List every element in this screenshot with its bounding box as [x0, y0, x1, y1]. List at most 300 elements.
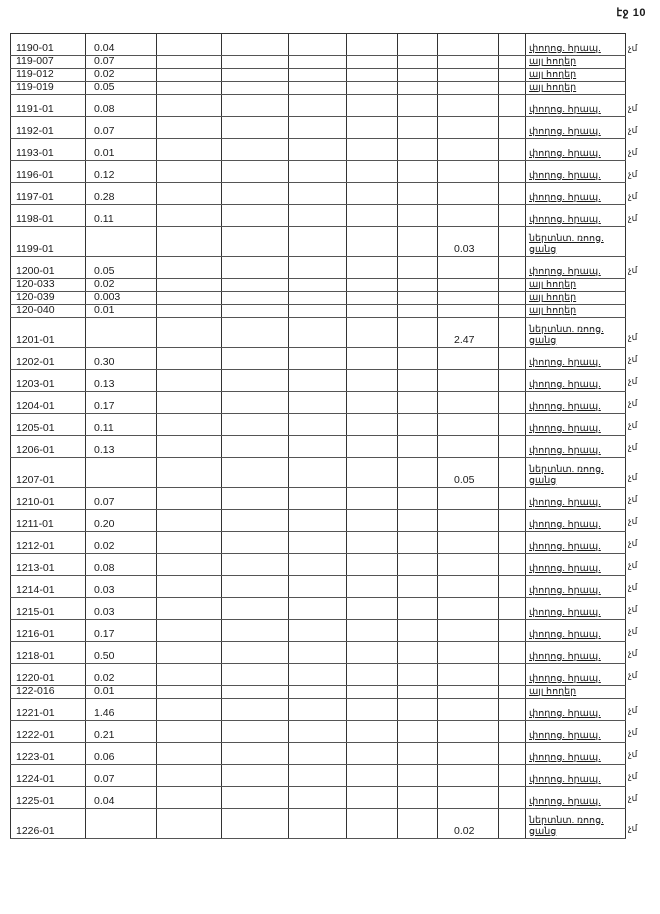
empty-cell — [289, 278, 347, 291]
margin-mark: չմ — [628, 146, 638, 157]
empty-cell — [398, 391, 438, 413]
empty-cell — [157, 685, 222, 698]
empty-cell — [398, 487, 438, 509]
empty-cell — [499, 641, 526, 663]
land-use — [526, 509, 626, 531]
empty-cell — [347, 720, 398, 742]
empty-cell — [499, 369, 526, 391]
plot-area: 0.30 — [86, 347, 157, 369]
land-use-line: փողոց. հրապ. — [529, 103, 601, 115]
empty-cell — [499, 291, 526, 304]
margin-mark: չմ — [628, 704, 638, 715]
empty-cell — [289, 575, 347, 597]
margin-mark: չմ — [628, 43, 638, 53]
land-use-line: փողոց. հրապ. — [529, 42, 601, 54]
network-area — [438, 94, 499, 116]
empty-cell — [347, 553, 398, 575]
empty-cell — [398, 597, 438, 619]
plot-code: 119-019 — [11, 81, 86, 94]
plot-code: 1224-01 — [11, 764, 86, 786]
empty-cell — [157, 531, 222, 553]
table-row — [11, 509, 626, 531]
plot-code: 1203-01 — [11, 369, 86, 391]
empty-cell — [499, 619, 526, 641]
empty-cell — [289, 182, 347, 204]
land-use-line: այլ հողեր — [529, 81, 577, 93]
land-use-line: փողոց. հրապ. — [529, 496, 601, 508]
margin-mark: չմ — [628, 442, 638, 452]
land-use-line: այլ հողեր — [529, 278, 577, 290]
land-use — [526, 619, 626, 641]
network-area — [438, 55, 499, 68]
land-use — [526, 369, 626, 391]
margin-mark: չմ — [628, 124, 638, 135]
table-row — [11, 720, 626, 742]
table-row — [11, 317, 626, 347]
network-area — [438, 256, 499, 278]
land-use-line: ցանց — [529, 334, 557, 346]
land-use — [526, 291, 626, 304]
table-row — [11, 553, 626, 575]
empty-cell — [222, 160, 289, 182]
plot-code: 1207-01 — [11, 457, 86, 487]
empty-cell — [499, 764, 526, 786]
empty-cell — [398, 553, 438, 575]
plot-area: 0.08 — [86, 553, 157, 575]
table-row — [11, 226, 626, 256]
plot-code: 1211-01 — [11, 509, 86, 531]
land-use — [526, 764, 626, 786]
plot-code: 119-007 — [11, 55, 86, 68]
land-use-line: այլ հողեր — [529, 68, 577, 80]
empty-cell — [499, 575, 526, 597]
land-use-line: փողոց. հրապ. — [529, 540, 601, 552]
empty-cell — [222, 786, 289, 808]
land-use — [526, 742, 626, 764]
empty-cell — [289, 742, 347, 764]
land-use-line: ներտնտ. ռոոց. — [529, 814, 604, 826]
margin-mark: չմ — [628, 376, 638, 386]
plot-area: 0.05 — [86, 81, 157, 94]
empty-cell — [398, 116, 438, 138]
empty-cell — [398, 291, 438, 304]
empty-cell — [347, 369, 398, 391]
empty-cell — [222, 531, 289, 553]
land-use-line: փողոց. հրապ. — [529, 650, 601, 662]
plot-area: 0.11 — [86, 413, 157, 435]
empty-cell — [157, 619, 222, 641]
network-area — [438, 204, 499, 226]
empty-cell — [157, 68, 222, 81]
margin-mark: չմ — [628, 264, 638, 275]
land-use — [526, 317, 626, 347]
table-row — [11, 457, 626, 487]
empty-cell — [347, 641, 398, 663]
empty-cell — [289, 256, 347, 278]
empty-cell — [157, 226, 222, 256]
empty-cell — [157, 347, 222, 369]
network-area — [438, 742, 499, 764]
network-area — [438, 81, 499, 94]
empty-cell — [499, 204, 526, 226]
empty-cell — [499, 487, 526, 509]
empty-cell — [347, 68, 398, 81]
empty-cell — [499, 138, 526, 160]
empty-cell — [157, 94, 222, 116]
table-row — [11, 369, 626, 391]
empty-cell — [222, 391, 289, 413]
empty-cell — [499, 160, 526, 182]
empty-cell — [398, 182, 438, 204]
plot-area: 0.02 — [86, 68, 157, 81]
margin-mark: չմ — [628, 332, 638, 342]
plot-area: 0.07 — [86, 764, 157, 786]
empty-cell — [499, 597, 526, 619]
margin-mark: չմ — [628, 560, 638, 570]
empty-cell — [222, 435, 289, 457]
network-area: 0.03 — [438, 226, 499, 256]
empty-cell — [222, 575, 289, 597]
empty-cell — [398, 160, 438, 182]
plot-area: 0.20 — [86, 509, 157, 531]
network-area — [438, 698, 499, 720]
empty-cell — [347, 413, 398, 435]
land-use — [526, 457, 626, 487]
empty-cell — [222, 182, 289, 204]
empty-cell — [347, 391, 398, 413]
land-use — [526, 33, 626, 55]
empty-cell — [157, 663, 222, 685]
empty-cell — [157, 641, 222, 663]
empty-cell — [398, 619, 438, 641]
empty-cell — [398, 204, 438, 226]
land-use — [526, 435, 626, 457]
plot-area: 0.07 — [86, 487, 157, 509]
empty-cell — [222, 81, 289, 94]
land-use — [526, 413, 626, 435]
plot-area: 0.04 — [86, 33, 157, 55]
empty-cell — [157, 808, 222, 838]
empty-cell — [222, 68, 289, 81]
empty-cell — [499, 55, 526, 68]
plot-code: 1200-01 — [11, 256, 86, 278]
empty-cell — [499, 33, 526, 55]
table-row — [11, 278, 626, 291]
empty-cell — [222, 304, 289, 317]
empty-cell — [398, 33, 438, 55]
land-use-line: ցանց — [529, 243, 557, 255]
empty-cell — [347, 509, 398, 531]
table-row — [11, 619, 626, 641]
table-row — [11, 685, 626, 698]
table-body — [11, 33, 626, 838]
empty-cell — [499, 347, 526, 369]
empty-cell — [222, 138, 289, 160]
empty-cell — [289, 33, 347, 55]
land-use — [526, 55, 626, 68]
plot-code: 120-040 — [11, 304, 86, 317]
land-use — [526, 641, 626, 663]
table-row — [11, 698, 626, 720]
empty-cell — [347, 116, 398, 138]
empty-cell — [289, 116, 347, 138]
empty-cell — [157, 33, 222, 55]
plot-code: 1192-01 — [11, 116, 86, 138]
land-use — [526, 182, 626, 204]
plot-area: 0.02 — [86, 663, 157, 685]
plot-area: 0.08 — [86, 94, 157, 116]
empty-cell — [289, 317, 347, 347]
margin-mark: չմ — [628, 168, 638, 179]
land-use — [526, 304, 626, 317]
plot-code: 119-012 — [11, 68, 86, 81]
empty-cell — [289, 160, 347, 182]
network-area — [438, 182, 499, 204]
plot-code: 1223-01 — [11, 742, 86, 764]
network-area — [438, 641, 499, 663]
empty-cell — [289, 347, 347, 369]
empty-cell — [289, 685, 347, 698]
network-area — [438, 347, 499, 369]
empty-cell — [398, 317, 438, 347]
plot-code: 1225-01 — [11, 786, 86, 808]
plot-area — [86, 457, 157, 487]
empty-cell — [347, 94, 398, 116]
empty-cell — [398, 55, 438, 68]
empty-cell — [499, 663, 526, 685]
empty-cell — [222, 597, 289, 619]
empty-cell — [157, 369, 222, 391]
empty-cell — [499, 698, 526, 720]
empty-cell — [157, 182, 222, 204]
empty-cell — [398, 435, 438, 457]
plot-code: 1221-01 — [11, 698, 86, 720]
empty-cell — [398, 663, 438, 685]
plot-area: 0.03 — [86, 597, 157, 619]
empty-cell — [157, 457, 222, 487]
empty-cell — [398, 720, 438, 742]
empty-cell — [157, 160, 222, 182]
table-row — [11, 204, 626, 226]
land-use — [526, 808, 626, 838]
empty-cell — [347, 347, 398, 369]
table-row — [11, 138, 626, 160]
empty-cell — [289, 531, 347, 553]
empty-cell — [499, 391, 526, 413]
table-row — [11, 487, 626, 509]
empty-cell — [398, 575, 438, 597]
empty-cell — [398, 764, 438, 786]
plot-code: 1212-01 — [11, 531, 86, 553]
network-area — [438, 413, 499, 435]
empty-cell — [347, 81, 398, 94]
table-row — [11, 116, 626, 138]
empty-cell — [222, 487, 289, 509]
plot-area: 1.46 — [86, 698, 157, 720]
empty-cell — [157, 786, 222, 808]
land-use-line: փողոց. հրապ. — [529, 169, 601, 181]
empty-cell — [222, 291, 289, 304]
empty-cell — [499, 94, 526, 116]
table-row — [11, 764, 626, 786]
empty-cell — [347, 575, 398, 597]
empty-cell — [347, 160, 398, 182]
plot-area: 0.003 — [86, 291, 157, 304]
table-row — [11, 160, 626, 182]
table-row — [11, 291, 626, 304]
empty-cell — [289, 808, 347, 838]
empty-cell — [157, 278, 222, 291]
plot-code: 1210-01 — [11, 487, 86, 509]
margin-mark: չմ — [628, 670, 638, 680]
network-area — [438, 160, 499, 182]
empty-cell — [398, 94, 438, 116]
plot-area — [86, 317, 157, 347]
table-row — [11, 663, 626, 685]
empty-cell — [289, 68, 347, 81]
empty-cell — [499, 81, 526, 94]
empty-cell — [289, 204, 347, 226]
empty-cell — [398, 369, 438, 391]
land-use-line: այլ հողեր — [529, 291, 577, 303]
empty-cell — [157, 204, 222, 226]
land-use — [526, 160, 626, 182]
empty-cell — [222, 808, 289, 838]
plot-area — [86, 226, 157, 256]
empty-cell — [222, 94, 289, 116]
land-use — [526, 68, 626, 81]
land-use-line: ցանց — [529, 825, 557, 837]
margin-mark: չմ — [628, 494, 638, 504]
plot-code: 1201-01 — [11, 317, 86, 347]
empty-cell — [347, 55, 398, 68]
empty-cell — [289, 226, 347, 256]
plot-code: 1204-01 — [11, 391, 86, 413]
empty-cell — [289, 698, 347, 720]
land-use — [526, 663, 626, 685]
land-use — [526, 698, 626, 720]
land-use — [526, 226, 626, 256]
margin-mark: չմ — [628, 626, 638, 636]
plot-code: 1199-01 — [11, 226, 86, 256]
empty-cell — [289, 619, 347, 641]
empty-cell — [157, 317, 222, 347]
plot-area: 0.17 — [86, 619, 157, 641]
network-area: 2.47 — [438, 317, 499, 347]
margin-mark: չմ — [628, 648, 638, 658]
empty-cell — [222, 204, 289, 226]
network-area — [438, 33, 499, 55]
land-use-line: փողոց. հրապ. — [529, 773, 601, 785]
empty-cell — [222, 641, 289, 663]
empty-cell — [499, 720, 526, 742]
land-use — [526, 531, 626, 553]
network-area — [438, 575, 499, 597]
land-use-line: փողոց. հրապ. — [529, 213, 601, 225]
land-use-line: ներտնտ. ռոոց. — [529, 323, 604, 335]
empty-cell — [499, 531, 526, 553]
empty-cell — [347, 33, 398, 55]
empty-cell — [347, 685, 398, 698]
land-use-line: փողոց. հրապ. — [529, 584, 601, 596]
network-area — [438, 68, 499, 81]
margin-mark: չմ — [628, 604, 638, 614]
empty-cell — [157, 304, 222, 317]
table-row — [11, 742, 626, 764]
land-use — [526, 487, 626, 509]
plot-area: 0.02 — [86, 531, 157, 553]
plot-code: 1213-01 — [11, 553, 86, 575]
plot-area: 0.21 — [86, 720, 157, 742]
empty-cell — [222, 553, 289, 575]
empty-cell — [398, 226, 438, 256]
empty-cell — [157, 413, 222, 435]
empty-cell — [398, 413, 438, 435]
margin-mark: չմ — [628, 472, 638, 482]
empty-cell — [222, 619, 289, 641]
land-use-line: այլ հողեր — [529, 55, 577, 67]
empty-cell — [347, 531, 398, 553]
empty-cell — [499, 457, 526, 487]
table-row — [11, 304, 626, 317]
plot-code: 1218-01 — [11, 641, 86, 663]
margin-mark: չմ — [628, 538, 638, 548]
empty-cell — [289, 304, 347, 317]
plot-code: 1197-01 — [11, 182, 86, 204]
empty-cell — [289, 786, 347, 808]
empty-cell — [347, 786, 398, 808]
plot-area: 0.13 — [86, 369, 157, 391]
empty-cell — [222, 226, 289, 256]
empty-cell — [222, 317, 289, 347]
network-area: 0.05 — [438, 457, 499, 487]
plot-area: 0.05 — [86, 256, 157, 278]
plot-code: 1202-01 — [11, 347, 86, 369]
empty-cell — [347, 663, 398, 685]
network-area — [438, 663, 499, 685]
land-plot-table — [10, 33, 626, 839]
network-area — [438, 685, 499, 698]
empty-cell — [289, 81, 347, 94]
empty-cell — [157, 764, 222, 786]
plot-area: 0.01 — [86, 685, 157, 698]
empty-cell — [157, 742, 222, 764]
empty-cell — [222, 55, 289, 68]
plot-area: 0.01 — [86, 138, 157, 160]
land-use-line: այլ հողեր — [529, 304, 577, 316]
empty-cell — [222, 256, 289, 278]
empty-cell — [398, 457, 438, 487]
table-row — [11, 435, 626, 457]
empty-cell — [222, 369, 289, 391]
empty-cell — [157, 81, 222, 94]
empty-cell — [157, 256, 222, 278]
empty-cell — [222, 663, 289, 685]
plot-area: 0.06 — [86, 742, 157, 764]
land-use — [526, 278, 626, 291]
network-area — [438, 553, 499, 575]
empty-cell — [398, 786, 438, 808]
plot-area: 0.28 — [86, 182, 157, 204]
empty-cell — [289, 720, 347, 742]
margin-mark: չմ — [628, 582, 638, 592]
network-area — [438, 369, 499, 391]
empty-cell — [347, 291, 398, 304]
plot-area: 0.17 — [86, 391, 157, 413]
empty-cell — [499, 808, 526, 838]
table-row — [11, 81, 626, 94]
margin-mark: չմ — [628, 792, 638, 803]
